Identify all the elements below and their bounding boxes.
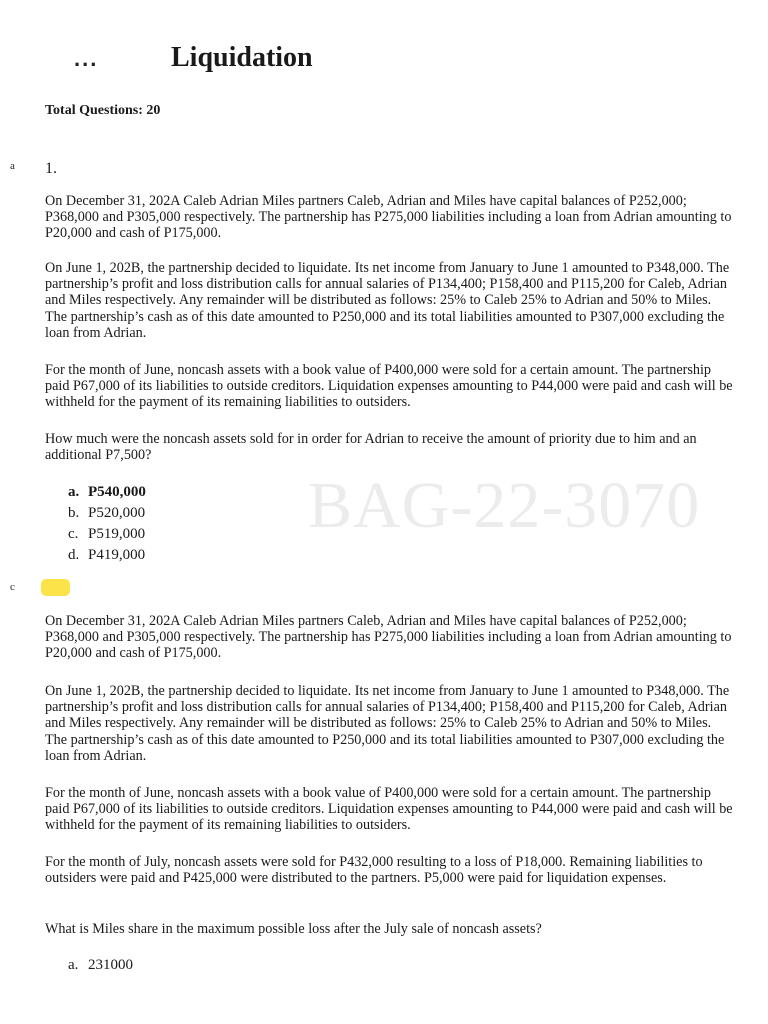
question-2-paragraph: On December 31, 202A Caleb Adrian Miles partners Caleb, Adrian and Miles have capital balances of P252,000; P368,000 and P305,000 respectively. The partnership has P275,000 liabilities including a loan from Adrian amounting to P20,000 and cash of P175,000. (45, 613, 732, 662)
answer-mark-q2: c (10, 581, 15, 593)
question-2-paragraph: On June 1, 202B, the partnership decided to liquidate. Its net income from January to June 1 amounted to P348,000. The partnership’s profit and loss distribution calls for annual salaries of P134,400; P158,400 and P115,200 for Caleb, Adrian and Miles respectively. Any remainder will be distributed as follows: 25% to Caleb 25% to Adrian and 50% to Miles. The partnership’s cash as of this date amounted to P250,000 and its total liabilities amounted to P307,000 excluding the loan from Adrian. (45, 683, 730, 764)
question-1-paragraph: On June 1, 202B, the partnership decided to liquidate. Its net income from January to June 1 amounted to P348,000. The partnership’s profit and loss distribution calls for annual salaries of P134,400; P158,400 and P115,200 for Caleb, Adrian and Miles respectively. Any remainder will be distributed as follows: 25% to Caleb 25% to Adrian and 50% to Miles. The partnership’s cash as of this date amounted to P250,000 and its total liabilities amounted to P307,000 excluding the loan from Adrian. (45, 260, 730, 341)
choice-d[interactable]: d. P419,000 (68, 547, 146, 563)
cut-off-heading-fragment: ... (74, 52, 99, 68)
choice-a[interactable]: a. P540,000 (68, 484, 146, 500)
question-number: 1. (45, 160, 57, 177)
watermark: BAG-22-3070 (308, 469, 701, 542)
answer-mark-q1: a (10, 160, 15, 172)
choice-a[interactable]: a. 231000 (68, 957, 133, 973)
question-1-paragraph: For the month of June, noncash assets with a book value of P400,000 were sold for a certain amount. The partnership paid P67,000 of its liabilities to outside creditors. Liquidation expenses amounting to P44,000 were paid and cash will be withheld for the payment of its remaining liabilities to outsiders. (45, 362, 733, 411)
highlighted-question-number (41, 579, 70, 596)
choice-b[interactable]: b. P520,000 (68, 505, 146, 521)
choice-c[interactable]: c. P519,000 (68, 526, 146, 542)
page-title: Liquidation (171, 42, 313, 73)
question-1-prompt: How much were the noncash assets sold for in order for Adrian to receive the amount of priority due to him and an additional P7,500? (45, 431, 697, 464)
question-2-prompt: What is Miles share in the maximum possible loss after the July sale of noncash assets? (45, 921, 542, 937)
question-2-paragraph: For the month of June, noncash assets with a book value of P400,000 were sold for a certain amount. The partnership paid P67,000 of its liabilities to outside creditors. Liquidation expenses amounting to P44,000 were paid and cash will be withheld for the payment of its remaining liabilities to outsiders. (45, 785, 733, 834)
question-1-paragraph: On December 31, 202A Caleb Adrian Miles partners Caleb, Adrian and Miles have capital balances of P252,000; P368,000 and P305,000 respectively. The partnership has P275,000 liabilities including a loan from Adrian amounting to P20,000 and cash of P175,000. (45, 193, 732, 242)
question-2-paragraph: For the month of July, noncash assets were sold for P432,000 resulting to a loss of P18,000. Remaining liabilities to outsiders were paid and P425,000 were distributed to the partners. P5,000 were paid for liquidation expenses. (45, 854, 703, 887)
question-1-choices (68, 482, 146, 566)
question-2-choices (68, 955, 133, 976)
total-questions: Total Questions: 20 (45, 103, 161, 118)
